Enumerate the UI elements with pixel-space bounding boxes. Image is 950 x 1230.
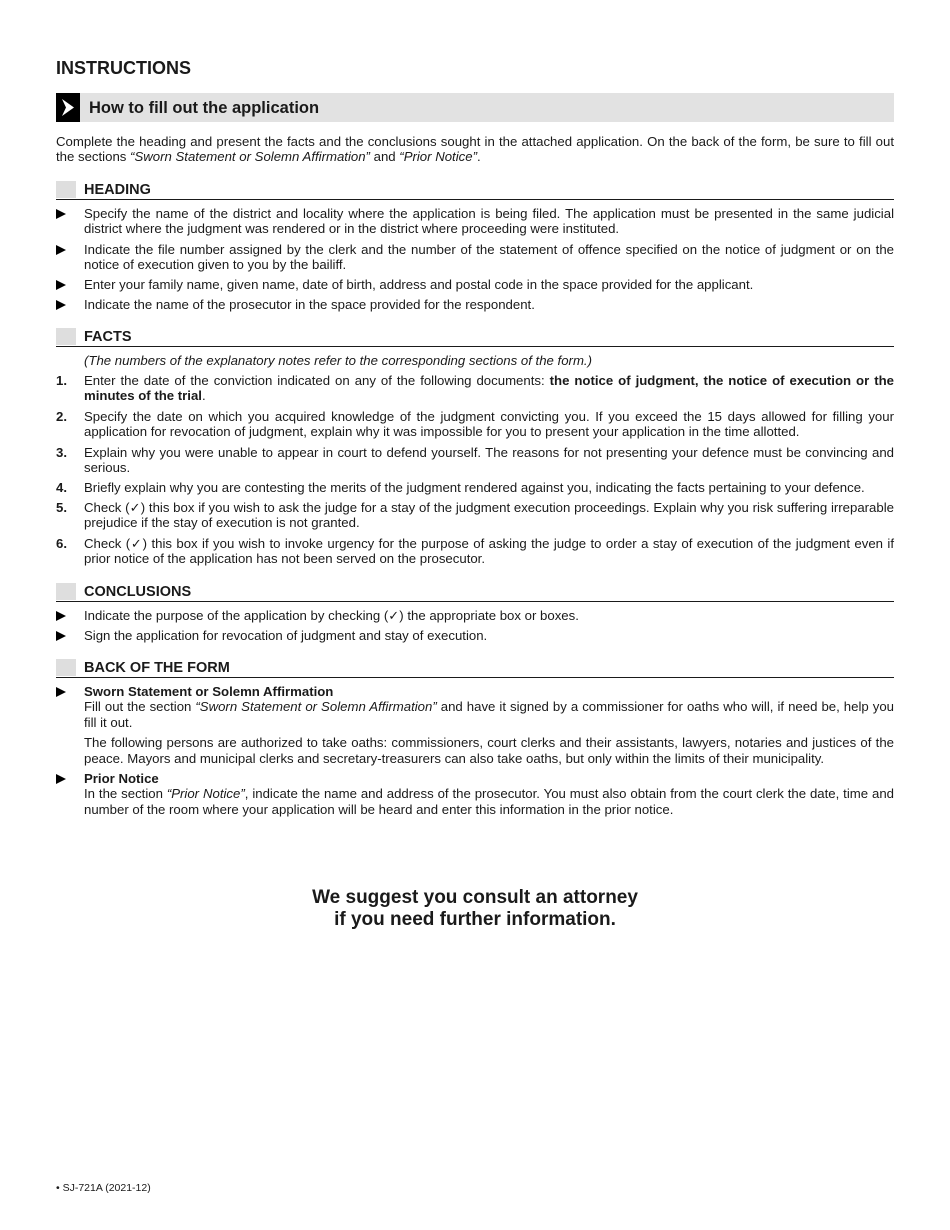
sworn-statement-title: Sworn Statement or Solemn Affirmation xyxy=(84,684,334,699)
numbered-item: 4. Briefly explain why you are contesting the merits of the judgment rendered against you, indicating the facts pertaining to your defence. xyxy=(56,480,865,495)
numbered-item: 6. Check (✓) this box if you wish to invoke urgency for the purpose of asking the judge to order a stay of execution of the judgment even if prior notice of the application has not been served on the prosecutor. xyxy=(56,536,894,567)
attorney-suggestion: We suggest you consult an attorney if you need further information. xyxy=(312,887,638,930)
section-label: HEADING xyxy=(84,182,151,198)
list-item: Indicate the file number assigned by the clerk and the number of the statement of offence specified on the notice of judgment or on the notice of execution given to you by the bailiff. xyxy=(56,242,894,273)
triangle-bullet-icon xyxy=(56,611,66,621)
section-marker xyxy=(56,181,76,198)
section-marker xyxy=(56,659,76,676)
numbered-item: 2. Specify the date on which you acquired knowledge of the judgment convicting you. If you exceed the 15 days allowed for filling your application for revocation of judgment, explain why it was impossible for you to present your application in the time allotted. xyxy=(56,409,894,440)
section-marker xyxy=(56,328,76,345)
triangle-bullet-icon xyxy=(56,280,66,290)
intro-paragraph: Complete the heading and present the facts and the conclusions sought in the attached application. On the back of the form, be sure to fill out the sections “Sworn Statement or Solemn Affirmation” and “Prior Notice”. xyxy=(56,134,894,165)
heading-section-header xyxy=(56,180,894,200)
section-banner xyxy=(56,93,894,122)
triangle-bullet-icon xyxy=(56,687,66,697)
facts-section-header xyxy=(56,327,894,347)
triangle-bullet-icon xyxy=(56,300,66,310)
list-item: Indicate the name of the prosecutor in the space provided for the respondent. xyxy=(56,297,894,312)
sworn-statement-item: Sworn Statement or Solemn Affirmation Fill out the section “Sworn Statement or Solemn Affirmation” and have it signed by a commissioner for oaths who will, if need be, help you fill it out. The following persons are authorized to take oaths: commissioners, court clerks and their assistants, lawyers, notaries and justices of the peace. Mayors and municipal clerks and secretary-treasurers can also take oaths, but only within the limits of their municipality. xyxy=(56,684,894,766)
numbered-item: 3. Explain why you were unable to appear in court to defend yourself. The reasons for not presenting your defence must be convincing and serious. xyxy=(56,445,894,476)
banner-title: How to fill out the application xyxy=(89,99,320,117)
list-item: Specify the name of the district and locality where the application is being filed. The application must be presented in the same judicial district where the judgment was rendered or in the district where proceeding were instituted. xyxy=(56,206,894,237)
banner-arrow-icon xyxy=(56,93,80,122)
facts-note: (The numbers of the explanatory notes refer to the corresponding sections of the form.) xyxy=(84,353,592,368)
section-label: CONCLUSIONS xyxy=(84,584,192,600)
section-label: FACTS xyxy=(84,329,132,345)
triangle-bullet-icon xyxy=(56,209,66,219)
numbered-item: 5. Check (✓) this box if you wish to ask the judge for a stay of the judgment execution proceedings. Explain why you risk suffering irreparable prejudice if the stay of execution is not granted. xyxy=(56,500,894,531)
triangle-bullet-icon xyxy=(56,774,66,784)
oath-persons-paragraph: The following persons are authorized to take oaths: commissioners, court clerks and their assistants, lawyers, notaries and justices of the peace. Mayors and municipal clerks and secretary-treasurers can also take oaths, but only within the limits of their municipality. xyxy=(84,735,894,766)
section-marker xyxy=(56,583,76,600)
list-item: Enter your family name, given name, date of birth, address and postal code in the space provided for the applicant. xyxy=(56,277,894,292)
prior-notice-title: Prior Notice xyxy=(84,771,159,786)
prior-notice-item: Prior Notice In the section “Prior Notice”, indicate the name and address of the prosecutor. You must also obtain from the court clerk the date, time and number of the room where your application will be heard and enter this information in the prior notice. xyxy=(56,771,894,817)
page-title: INSTRUCTIONS xyxy=(56,58,191,78)
triangle-bullet-icon xyxy=(56,631,66,641)
conclusions-section-header xyxy=(56,582,894,602)
list-item: Sign the application for revocation of judgment and stay of execution. xyxy=(56,628,894,643)
back-section-header xyxy=(56,658,894,678)
section-label: BACK OF THE FORM xyxy=(84,660,230,676)
triangle-bullet-icon xyxy=(56,245,66,255)
form-code-footer: • SJ-721A (2021-12) xyxy=(56,1182,151,1194)
numbered-item: 1. Enter the date of the conviction indicated on any of the following documents: the notice of judgment, the notice of execution or the minutes of the trial. xyxy=(56,373,894,404)
list-item: Indicate the purpose of the application by checking (✓) the appropriate box or boxes. xyxy=(56,608,894,623)
